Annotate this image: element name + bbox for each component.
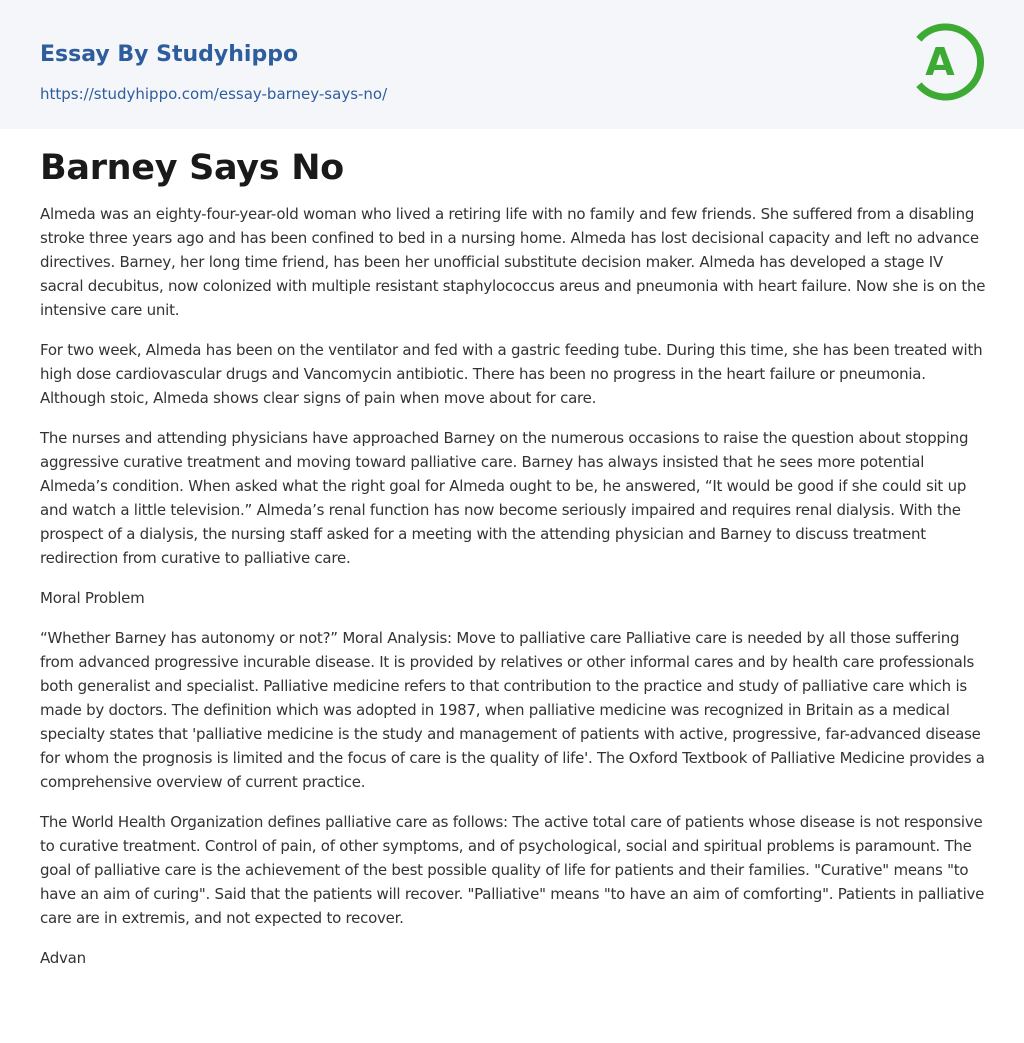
essay-paragraph: The nurses and attending physicians have approached Barney on the numerous occasions to raise the question about stopping aggressive curative treatment and moving toward palliative care. Barney has always insisted that he sees more potential Almeda’s condition. When asked what the right goal for Almeda ought to be, he answered, “It would be good if she could sit up and watch a little television.” Almeda’s renal function has now become seriously impaired and requires renal dialysis. With the prospect of a dialysis, the nursing staff asked for a meeting with the attending physician and Barney to discuss treatment redirection from curative to palliative care. [40,429,969,567]
logo-letter: A [925,40,955,84]
essay-title: Barney Says No [40,148,344,188]
section-heading-moral-problem: Moral Problem [40,589,145,607]
essay-paragraph: For two week, Almeda has been on the ventilator and fed with a gastric feeding tube. During this time, she has been treated with high dose cardiovascular drugs and Vancomycin antibiotic. There has been no progress in the heart failure or pneumonia. Although stoic, Almeda shows clear signs of pain when move about for care. [40,341,983,407]
truncated-paragraph: Advan [40,949,86,967]
essay-paragraph: The World Health Organization defines palliative care as follows: The active total care of patients whose disease is not responsive to curative treatment. Control of pain, of other symptoms, and of psychological, social and spiritual problems is paramount. The goal of palliative care is the achievement of the best possible quality of life for patients and their families. "Curative" means "to have an aim of curing". Said that the patients will recover. "Palliative" means "to have an aim of comforting". Patients in palliative care are in extremis, and not expected to recover. [40,813,985,927]
essay-paragraph: “Whether Barney has autonomy or not?” Moral Analysis: Move to palliative care Palliative care is needed by all those suffering from advanced progressive incurable disease. It is provided by relatives or other informal cares and by health care professionals both generalist and specialist. Palliative medicine refers to that contribution to the practice and study of palliative care which is made by doctors. The definition which was adopted in 1987, when palliative medicine was recognized in Britain as a medical specialty states that 'palliative medicine is the study and management of patients with active, progressive, far-advanced disease for whom the prognosis is limited and the focus of care is the quality of life'. The Oxford Textbook of Palliative Medicine provides a comprehensive overview of current practice. [40,629,985,791]
logo-ring-icon [912,19,986,105]
essay-url-link[interactable]: https://studyhippo.com/essay-barney-says-no/ [40,85,388,103]
site-title: Essay By Studyhippo [40,42,299,67]
logo[interactable] [912,19,986,105]
essay-paragraph: Almeda was an eighty-four-year-old woman who lived a retiring life with no family and few friends. She suffered from a disabling stroke three years ago and has been confined to bed in a nursing home. Almeda has lost decisional capacity and left no advance directives. Barney, her long time friend, has been her unofficial substitute decision maker. Almeda has developed a stage IV sacral decubitus, now colonized with multiple resistant staphylococcus areus and pneumonia with heart failure. Now she is on the intensive care unit. [40,205,986,319]
site-header [0,0,1024,129]
essay-content [40,146,988,986]
